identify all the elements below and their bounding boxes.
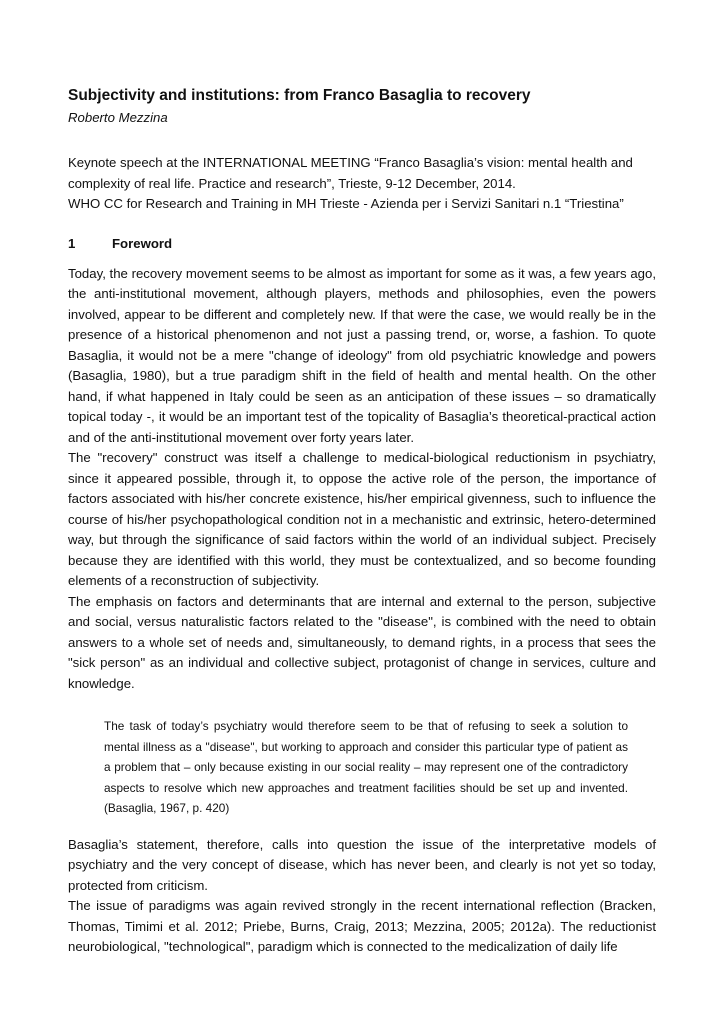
section-title: Foreword [112, 235, 173, 251]
body-paragraph: The emphasis on factors and determinants that are internal and external to the person, subjective and social, versus naturalistic factors related to the "disease", is combined with the need to obtain answers to a whole set of needs and, simultaneously, to demand rights, in a process that sees the "sick person" as an individual and collective subject, protagonist of change in services, culture and knowledge. [68, 593, 656, 691]
intro-block [68, 153, 656, 215]
intro-line: WHO CC for Research and Training in MH Trieste - Azienda per i Servizi Sanitari n.1 “Triestina” [68, 196, 624, 211]
block-quote: The task of today’s psychiatry would therefore seem to be that of refusing to seek a solution to mental illness as a "disease", but working to approach and consider this particular type of patient as a problem that – only because existing in our social reality – may represent one of the contradictory aspects to resolve which new approaches and treatment facilities should be set up and invented. (Basaglia, 1967, p. 420) [104, 719, 628, 815]
intro-line: Keynote speech at the INTERNATIONAL MEETING “Franco Basaglia’s vision: mental health and complexity of real life. Practice and research”, Trieste, 9-12 December, 2014. [68, 155, 633, 191]
body-paragraph: The issue of paradigms was again revived strongly in the recent international reflection (Bracken, Thomas, Timimi et al. 2012; Priebe, Burns, Craig, 2013; Mezzina, 2005; 2012a). The reductionist neurobiological, "technological", paradigm which is connected to the medicalization of daily life [68, 898, 656, 954]
body-paragraph: Today, the recovery movement seems to be almost as important for some as it was, a few years ago, the anti-institutional movement, although players, methods and philosophies, even the powers involved, appear to be different and completely new. If that were the case, we would really be in the presence of a historical phenomenon and not just a passing trend, or, worse, a fashion. To quote Basaglia, it would not be a mere "change of ideology" from old psychiatric knowledge and powers (Basaglia, 1980), but a true paradigm shift in the field of health and mental health. On the other hand, if what happened in Italy could be seen as an anticipation of these issues – so dramatically topical today -, it would be an important test of the topicality of Basaglia’s theoretical-practical action and of the anti-institutional movement over forty years later. [68, 265, 656, 445]
section-heading [68, 234, 656, 254]
author-name: Roberto Mezzina [68, 110, 168, 125]
section-number: 1 [68, 235, 76, 251]
document-title: Subjectivity and institutions: from Franco Basaglia to recovery [68, 87, 531, 104]
body-paragraph: The "recovery" construct was itself a challenge to medical-biological reductionism in psychiatry, since it appeared possible, through it, to oppose the active role of the person, the importance of factors associated with his/her concrete existence, his/her empirical givenness, such to influence the course of his/her psychopathological condition not in a mechanistic and extrinsic, hetero-determined way, but through the significance of said factors within the world of an individual subject. Precisely because they are identified with this world, they must be contextualized, and so become founding elements of a reconstruction of subjectivity. [68, 450, 656, 588]
document-body [68, 86, 656, 958]
body-paragraph: Basaglia’s statement, therefore, calls into question the issue of the interpretative models of psychiatry and the very concept of disease, which has never been, and clearly is not yet so today, protected from criticism. [68, 836, 656, 893]
